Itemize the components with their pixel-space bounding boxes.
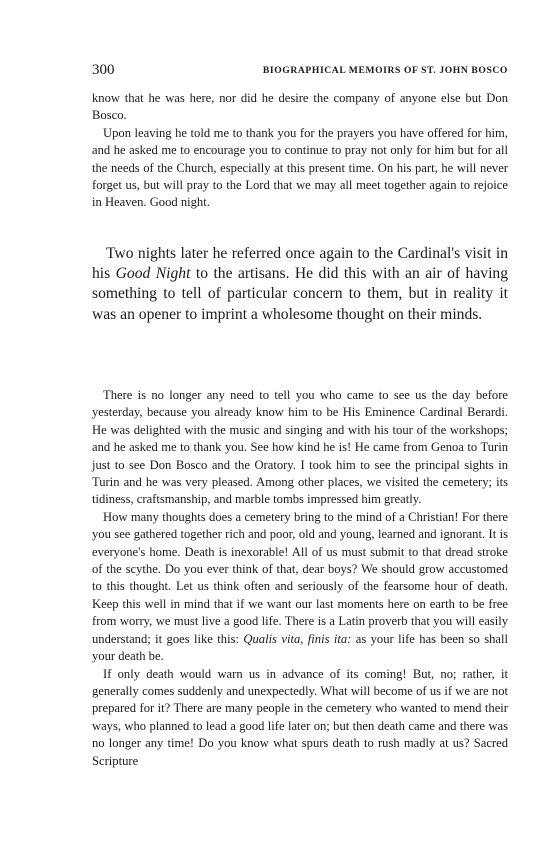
- narrative-text: [92, 244, 508, 325]
- talk-paragraph-3: If only death would warn us in advance of its coming! But, no; rather, it generally comes suddenly and unexpectedly. What will become of us if we are not prepared for it? There are many people in the cemetery who wanted to mend their ways, who planned to lead a good life later on; but then death came and there was no longer any time! Do you know what spurs death to rush madly at us? Sacred Scripture: [92, 666, 508, 768]
- continued-paragraph: know that he was here, nor did he desire the company of anyone else but Don Bosco.: [92, 91, 508, 123]
- letter-conclusion: [92, 90, 508, 212]
- running-title: BIOGRAPHICAL MEMOIRS OF ST. JOHN BOSCO: [262, 65, 508, 76]
- page-header: [92, 62, 508, 80]
- closing-paragraph: Upon leaving he told me to thank you for the prayers you have offered for him, and he asked me to encourage you to continue to pray not only for him but for all the needs of the Church, especially at this present time. On his part, he will never forget us, but will pray to the Lord that we may all meet together again to rejoice in Heaven. Good night.: [92, 125, 508, 210]
- talk-paragraph-2-start: How many thoughts does a cemetery bring to the mind of a Christian! For there you see gathered together rich and poor, old and young, learned and ignorant. It is everyone's home. Death is inexorable! All of us must submit to that dread stroke of the scythe. Do you ever think of that, dear boys? We should grow accustomed to this thought. Let us think often and seriously of the fearsome hour of death. Keep this well in mind that if we want our last moments here on earth to be free from worry, we must live a good life. There is a Latin proverb that you will easily understand; it goes like this:: [92, 509, 508, 646]
- good-night-talk: [92, 387, 508, 770]
- narrative-text-end: to the artisans. He did this with an air of having something to tell of particular concern to them, but in reality it was an opener to imprint a wholesome thought on their minds.: [92, 265, 508, 323]
- latin-proverb: Qualis vita, finis ita:: [243, 631, 352, 646]
- page-number: 300: [92, 62, 115, 78]
- talk-paragraph-2: [92, 509, 508, 666]
- narrative-paragraph: [92, 244, 508, 325]
- good-night-title: Good Night: [115, 265, 191, 283]
- talk-paragraph-1: There is no longer any need to tell you who came to see us the day before yesterday, because you already know him to be His Eminence Cardinal Berardi. He was delighted with the music and singing and with his tour of the workshops; and he asked me to thank you. See how kind he is! He came from Genoa to Turin just to see Don Bosco and the Oratory. I took him to see the principal sights in Turin and he was very pleased. Among other places, we visited the cemetery; its tidiness, craftsmanship, and marble tombs impressed him greatly.: [92, 388, 508, 507]
- narrative-text-start: Two nights later he referred once again to the Cardinal's visit in his: [92, 245, 508, 283]
- talk-paragraph-2-end: as your life has been so shall your death be.: [92, 631, 508, 664]
